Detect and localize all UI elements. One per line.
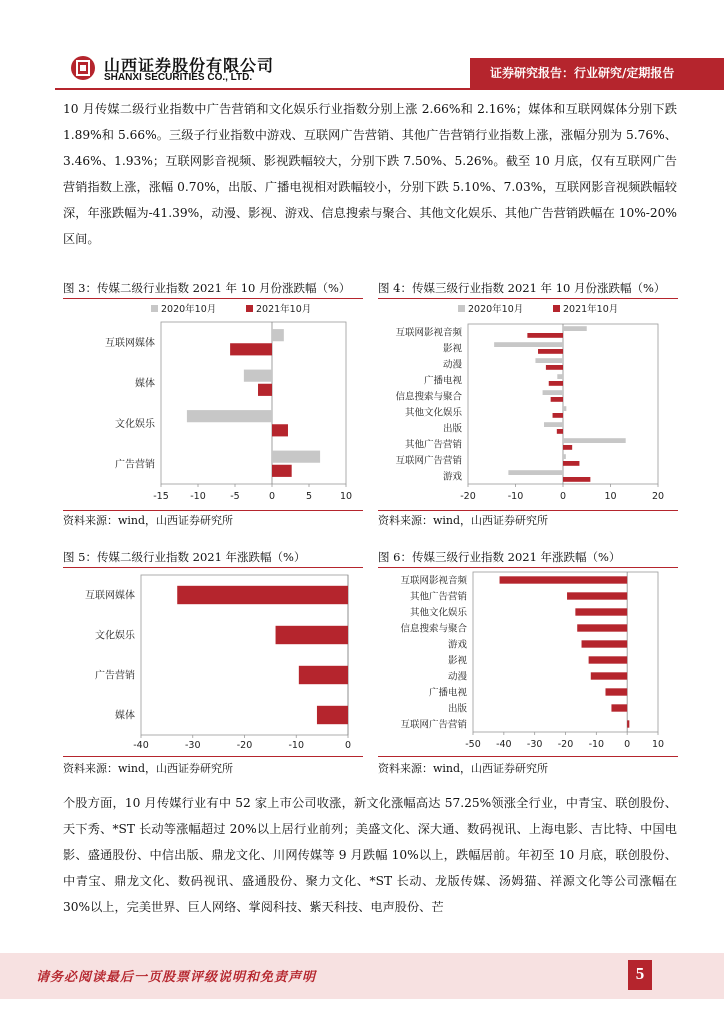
x-tick-label: -40 (133, 740, 149, 751)
x-tick-label: 0 (268, 491, 276, 502)
bar-2021 (582, 640, 628, 647)
bar-2021 (527, 333, 563, 338)
body-paragraph-2: 个股方面，10 月传媒行业有中 52 家上市公司收涨，新文化涨幅高达 57.25%领涨全行业，中青宝、联创股份、天下秀、*ST 长动等涨幅超过 20%以上居行业前列；美盛文化、深大通、数码视讯、上海电影、吉比特、中国电影、盛通股份、中信出版、鼎龙文化、川网传媒等 9 月跌幅 10%以上，跌幅居前。年初至 10 月底，联创股份、中青宝、鼎龙文化、数码视讯、盛通股份、聚力文化、*ST 长动、龙版传媒、汤姆猫、祥源文化等公司涨幅在 30%以上，完美世界、巨人网络、掌阅科技、紫天科技、电声股份、芒 (63, 796, 677, 914)
page-header (0, 0, 724, 90)
bar-2020 (272, 329, 284, 341)
figure-3-source: 资料来源：wind，山西证券研究所 (63, 514, 234, 527)
category-label: 互联网广告营销 (395, 455, 462, 467)
bar-2021 (575, 608, 627, 615)
bar-2020 (508, 470, 563, 475)
category-label: 媒体 (115, 710, 135, 722)
chart-legend (458, 303, 618, 315)
figure-4-chart (378, 298, 678, 510)
figure-3-chart (63, 298, 363, 510)
bar-2021 (567, 592, 627, 599)
bar-2021 (500, 576, 628, 583)
figure-5-chart (63, 567, 363, 756)
bar-2021 (591, 672, 627, 679)
x-tick-label: -40 (496, 739, 512, 750)
legend-label: 2020年10月 (161, 304, 217, 315)
bar-2021 (299, 666, 348, 684)
figure-3-bottom-rule (63, 510, 363, 511)
category-label: 影视 (442, 343, 462, 355)
bar-2021 (177, 586, 348, 604)
bar-2020 (563, 438, 626, 443)
category-label: 互联网影视音频 (400, 575, 467, 587)
bar-2020 (543, 390, 563, 395)
category-label: 广告营销 (115, 459, 155, 471)
x-tick-label: 10 (339, 491, 353, 502)
bar-2021 (258, 384, 272, 396)
body-paragraph-1: 10 月传媒二级行业指数中广告营销和文化娱乐行业指数分别上涨 2.66%和 2.16%；媒体和互联网媒体分别下跌 1.89%和 5.66%。三级子行业指数中游戏、互联网广告营销、其他广告营销行业指数上涨，涨幅分别为 5.76%、3.46%、1.93%；互联网影音视频、影视跌幅较大，分别下跌 7.50%、5.26%。截至 10 月底，仅有互联网广告营销指数上涨，涨幅 0.70%，出版、广播电视相对跌幅较小，分别下跌 5.10%、7.03%，互联网影音视频跌幅较深，年涨跌幅为-41.39%，动漫、影视、游戏、信息搜索与聚合、其他文化娱乐、其他广告营销跌幅在 10%-20%区间。 (63, 102, 677, 246)
x-tick-label: -10 (507, 491, 524, 502)
bar-2020 (272, 451, 320, 463)
bar-2020 (187, 410, 272, 422)
x-tick-label: 5 (305, 491, 313, 502)
category-label: 广播电视 (423, 375, 462, 387)
disclaimer-notice: 请务必阅读最后一页股票评级说明和免责声明 (36, 970, 317, 985)
x-tick-label: 10 (651, 739, 665, 750)
legend-swatch (151, 305, 158, 312)
category-label: 广告营销 (95, 670, 135, 682)
category-label: 其他文化娱乐 (404, 407, 462, 419)
bar-2021 (272, 424, 288, 436)
category-label: 其他广告营销 (404, 439, 462, 451)
figure-4-title: 图 4：传媒三级行业指数 2021 年 10 月份涨跌幅（%） (378, 281, 666, 295)
bar-2021 (563, 477, 590, 482)
legend-swatch (458, 305, 465, 312)
x-tick-label: -5 (230, 491, 240, 502)
bar-2020 (244, 370, 272, 382)
legend-swatch (246, 305, 253, 312)
x-tick-label: -20 (557, 739, 574, 750)
figure-6-bottom-rule (378, 756, 678, 757)
category-label: 影视 (447, 655, 467, 667)
category-label: 互联网媒体 (105, 337, 155, 349)
bar-2020 (494, 342, 563, 347)
figure-6-chart (378, 567, 678, 756)
bar-2021 (276, 626, 348, 644)
bar-2021 (317, 706, 348, 724)
x-tick-label: 0 (559, 491, 567, 502)
bar-2021 (546, 365, 563, 370)
figure-6-source: 资料来源：wind，山西证券研究所 (378, 762, 549, 775)
bar-2021 (563, 445, 572, 450)
company-name-en: SHANXI SECURITIES CO., LTD. (104, 72, 253, 83)
bar-2020 (544, 422, 563, 427)
bar-2021 (549, 381, 563, 386)
category-label: 文化娱乐 (115, 418, 155, 430)
category-label: 互联网影视音频 (395, 327, 462, 339)
x-tick-label: -30 (526, 739, 543, 750)
category-label: 游戏 (447, 639, 467, 651)
bar-2021 (272, 465, 292, 477)
bar-2021 (557, 429, 563, 434)
category-label: 广播电视 (428, 687, 467, 699)
legend-label: 2021年10月 (256, 304, 312, 315)
category-label: 互联网广告营销 (400, 719, 467, 731)
bar-2021 (551, 397, 563, 402)
category-label: 动漫 (442, 359, 462, 371)
figure-3-title: 图 3：传媒二级行业指数 2021 年 10 月份涨跌幅（%） (63, 281, 351, 295)
figure-6-title: 图 6：传媒三级行业指数 2021 年涨跌幅（%） (378, 550, 621, 564)
bar-2021 (230, 343, 272, 355)
report-type-label: 证券研究报告：行业研究/定期报告 (490, 66, 675, 80)
page-number: 5 (635, 964, 645, 983)
bar-2020 (563, 326, 587, 331)
bar-2020 (563, 454, 566, 459)
category-label: 信息搜索与聚合 (400, 623, 467, 635)
chart-legend (151, 303, 311, 315)
category-label: 媒体 (135, 378, 155, 390)
x-tick-label: -30 (184, 740, 201, 751)
category-label: 其他广告营销 (409, 591, 467, 603)
x-tick-label: 0 (624, 739, 631, 750)
x-tick-label: 20 (651, 491, 665, 502)
x-tick-label: -10 (288, 740, 305, 751)
company-logo-icon (70, 55, 96, 81)
figure-5-bottom-rule (63, 756, 363, 757)
figure-4-source: 资料来源：wind，山西证券研究所 (378, 514, 549, 527)
x-tick-label: -15 (153, 491, 169, 502)
bar-2020 (535, 358, 563, 363)
bar-2021 (589, 656, 628, 663)
legend-label: 2020年10月 (468, 304, 524, 315)
header-divider (55, 88, 724, 90)
category-label: 文化娱乐 (95, 630, 135, 642)
category-label: 信息搜索与聚合 (395, 391, 462, 403)
category-label: 动漫 (447, 671, 467, 683)
x-tick-label: -10 (588, 739, 605, 750)
bar-2020 (563, 406, 566, 411)
category-label: 出版 (447, 703, 467, 715)
bar-2020 (557, 374, 563, 379)
x-tick-label: 10 (604, 491, 617, 502)
x-tick-label: 0 (344, 740, 352, 751)
category-label: 游戏 (442, 471, 462, 483)
x-tick-label: -10 (190, 491, 206, 502)
plot-frame (473, 572, 658, 732)
bar-2021 (563, 461, 579, 466)
figure-4-bottom-rule (378, 510, 678, 511)
category-label: 互联网媒体 (85, 590, 135, 602)
category-label: 出版 (442, 423, 462, 435)
x-tick-label: -20 (236, 740, 253, 751)
figure-5-source: 资料来源：wind，山西证券研究所 (63, 762, 234, 775)
legend-label: 2021年10月 (563, 304, 619, 315)
x-tick-label: -20 (460, 491, 476, 502)
bar-2021 (553, 413, 563, 418)
bar-2021 (538, 349, 563, 354)
bar-2021 (577, 624, 627, 631)
company-name-cn: 山西证券股份有限公司 (104, 56, 275, 75)
bar-2021 (605, 688, 627, 695)
x-tick-label: -50 (465, 739, 481, 750)
category-label: 其他文化娱乐 (409, 607, 467, 619)
bar-2021 (611, 704, 627, 711)
figure-5-title: 图 5：传媒二级行业指数 2021 年涨跌幅（%） (63, 550, 306, 564)
legend-swatch (553, 305, 560, 312)
bar-2021 (627, 720, 629, 727)
